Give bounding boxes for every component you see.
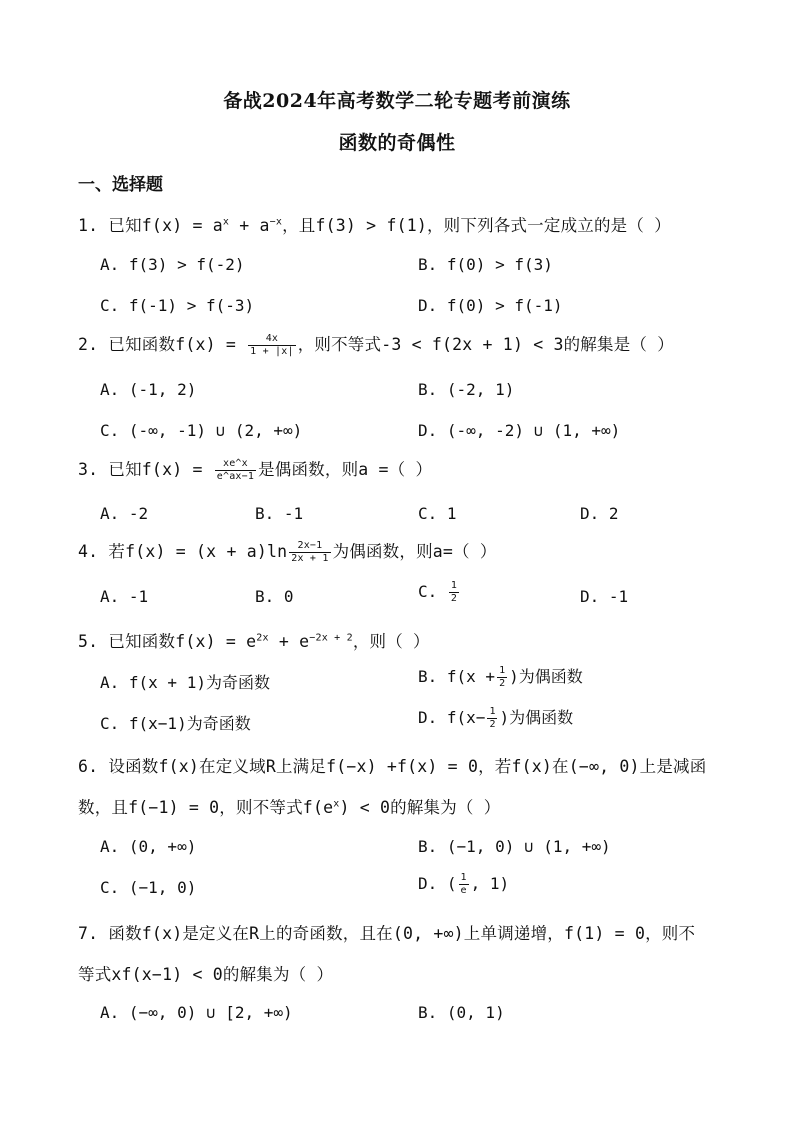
q2-stem-a: 2. 已知函数f(x) = xyxy=(78,335,237,354)
q2-frac-num: 4x xyxy=(248,333,296,346)
q3-fraction xyxy=(215,458,256,483)
q5-b-fraction xyxy=(497,665,507,690)
q5-option-c: C. f(x−1)为奇函数 xyxy=(100,714,251,733)
section-heading: 一、选择题 xyxy=(78,175,163,195)
q3-option-c: C. 1 xyxy=(418,504,457,523)
question-1 xyxy=(78,212,671,236)
q1-stem-a: 1. 已知f(x) = a xyxy=(78,216,223,235)
q1-sup2: −x xyxy=(269,216,283,228)
q6-line2-b: ) < 0的解集为（ ） xyxy=(339,798,501,817)
q6-option-d xyxy=(418,872,509,897)
q2-frac-den: 1 + |x| xyxy=(250,346,294,357)
q6-option-b: B. (−1, 0) ∪ (1, +∞) xyxy=(418,837,611,856)
q6-line2-sup: x xyxy=(333,798,340,810)
q6-d-a: D. ( xyxy=(418,874,457,893)
q4-c-den: 2 xyxy=(450,593,457,604)
q4-stem-a: 4. 若f(x) = (x + a)ln xyxy=(78,542,288,561)
q3-frac-num: xe^x xyxy=(215,458,256,471)
q5-stem-c: ，则（ ） xyxy=(352,632,430,651)
question-7-line2: 等式xf(x−1) < 0的解集为（ ） xyxy=(78,965,334,984)
q7-option-a: A. (−∞, 0) ∪ [2, +∞) xyxy=(100,1003,293,1022)
q4-option-c xyxy=(418,580,461,605)
q3-option-d: D. 2 xyxy=(580,504,619,523)
q2-option-a: A. (-1, 2) xyxy=(100,380,197,399)
q3-option-b: B. -1 xyxy=(255,504,304,523)
question-5 xyxy=(78,628,430,652)
q5-option-b xyxy=(418,664,583,690)
q7-option-b: B. (0, 1) xyxy=(418,1003,505,1022)
q2-fraction xyxy=(248,333,296,358)
q5-d-b: )为偶函数 xyxy=(499,708,574,727)
q6-d-b: , 1) xyxy=(470,874,510,893)
q3-option-a: A. -2 xyxy=(100,504,149,523)
q4-option-a: A. -1 xyxy=(100,587,149,606)
q5-option-a: A. f(x + 1)为奇函数 xyxy=(100,673,270,692)
question-3 xyxy=(78,456,432,483)
question-2 xyxy=(78,331,674,358)
q6-option-c: C. (−1, 0) xyxy=(100,878,197,897)
page-title: 备战2024年高考数学二轮专题考前演练 xyxy=(223,90,571,112)
q5-stem-a: 5. 已知函数f(x) = e xyxy=(78,632,257,651)
q4-c-fraction xyxy=(449,580,459,605)
q1-option-b: B. f(0) > f(3) xyxy=(418,255,553,274)
q5-d-den: 2 xyxy=(489,719,496,730)
q4-c-label: C. xyxy=(418,582,438,601)
q6-line2-a: 数，且f(−1) = 0，则不等式f(e xyxy=(78,798,334,817)
q6-option-a: A. (0, +∞) xyxy=(100,837,197,856)
q4-c-num: 1 xyxy=(450,580,457,591)
q2-option-c: C. (-∞, -1) ∪ (2, +∞) xyxy=(100,421,303,440)
q4-option-d: D. -1 xyxy=(580,587,629,606)
q4-option-b: B. 0 xyxy=(255,587,294,606)
question-6-line2 xyxy=(78,794,500,818)
q5-b-den: 2 xyxy=(499,678,506,689)
q5-d-num: 1 xyxy=(489,706,496,717)
q5-option-d xyxy=(418,705,573,731)
q3-frac-den: e^ax−1 xyxy=(216,471,255,482)
q4-frac-den: 2x + 1 xyxy=(291,553,329,564)
q2-stem-b: ，则不等式-3 < f(2x + 1) < 3的解集是（ ） xyxy=(297,335,674,354)
q5-sup2: −2x + 2 xyxy=(309,632,353,644)
q6-d-fraction xyxy=(459,872,469,897)
q6-d-den: e xyxy=(460,885,467,896)
q1-stem-c: ，且f(3) > f(1)，则下列各式一定成立的是（ ） xyxy=(282,216,671,235)
q5-b-a: B. f(x + xyxy=(418,667,496,686)
question-7-line1: 7. 函数f(x)是定义在R上的奇函数，且在(0, +∞)上单调递增，f(1) = 0，则不 xyxy=(78,924,696,943)
page-subtitle: 函数的奇偶性 xyxy=(338,132,456,154)
q3-stem-a: 3. 已知f(x) = xyxy=(78,460,203,479)
q2-option-d: D. (-∞, -2) ∪ (1, +∞) xyxy=(418,421,621,440)
q2-option-b: B. (-2, 1) xyxy=(418,380,515,399)
q1-option-c: C. f(-1) > f(-3) xyxy=(100,296,255,315)
q5-b-b: )为偶函数 xyxy=(509,667,583,686)
question-4 xyxy=(78,538,497,565)
q3-stem-b: 是偶函数，则a =（ ） xyxy=(258,460,433,479)
q4-stem-b: 为偶函数，则a=（ ） xyxy=(332,542,497,561)
q4-frac-num: 2x−1 xyxy=(289,540,330,553)
q6-d-num: 1 xyxy=(460,872,467,883)
q1-option-d: D. f(0) > f(-1) xyxy=(418,296,563,315)
q5-b-num: 1 xyxy=(499,665,506,676)
q5-stem-b: + e xyxy=(268,632,310,651)
q1-sup1: x xyxy=(222,216,230,228)
q5-sup1: 2x xyxy=(256,632,269,644)
question-6-line1: 6. 设函数f(x)在定义域R上满足f(−x) +f(x) = 0，若f(x)在(−∞, 0)上是减函 xyxy=(78,757,707,776)
q4-fraction xyxy=(289,540,330,565)
q1-stem-b: + a xyxy=(229,216,270,235)
q5-d-a: D. f(x− xyxy=(418,708,486,727)
q1-option-a: A. f(3) > f(-2) xyxy=(100,255,245,274)
q5-d-fraction xyxy=(487,706,497,731)
